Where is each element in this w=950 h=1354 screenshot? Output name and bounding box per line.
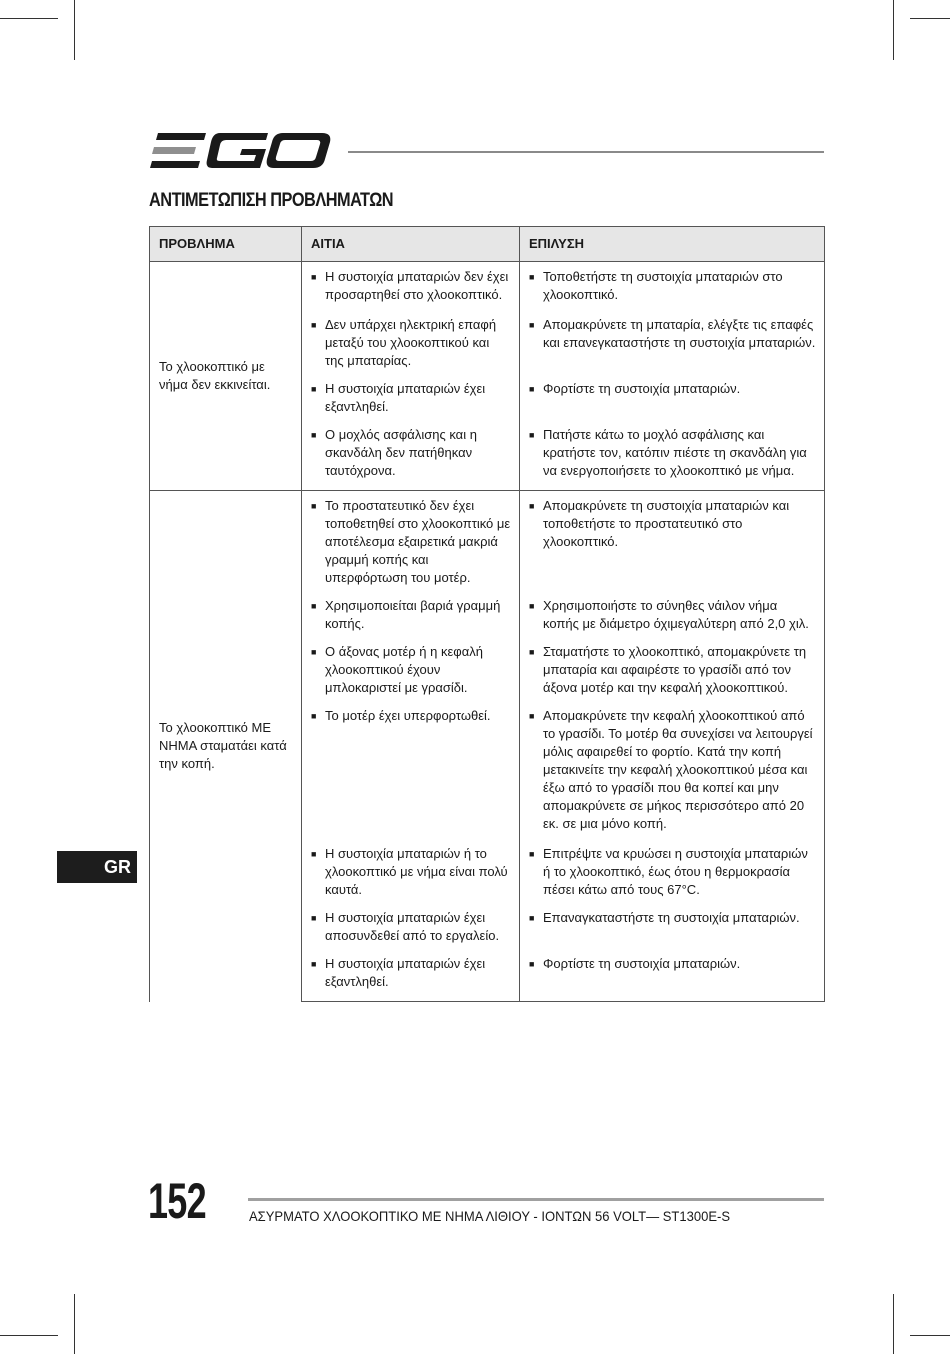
header-solution: ΕΠΙΛΥΣΗ (520, 227, 825, 262)
square-bullet-icon: ■ (311, 320, 317, 330)
cause-cell: ■ Η συστοιχία μπαταριών έχει εξαντληθεί. (302, 380, 520, 426)
crop-mark (893, 0, 894, 60)
solution-cell: ■ Επαναγκαταστήστε τη συστοιχία μπαταριών. (520, 909, 825, 955)
crop-mark (0, 18, 58, 19)
square-bullet-icon: ■ (529, 849, 535, 859)
solution-cell: ■ Πατήστε κάτω το μοχλό ασφάλισης και κρατήστε τον, κατόπιν πιέστε τη σκανδάλη για να ενεργοποιήσετε το χλοοκοπτικό με νήμα. (520, 426, 825, 491)
crop-mark (0, 1335, 58, 1336)
square-bullet-icon: ■ (311, 849, 317, 859)
footer-rule (248, 1198, 824, 1201)
crop-mark (910, 18, 950, 19)
square-bullet-icon: ■ (311, 601, 317, 611)
cause-cell: ■ Ο μοχλός ασφάλισης και η σκανδάλη δεν πατήθηκαν ταυτόχρονα. (302, 426, 520, 491)
square-bullet-icon: ■ (529, 647, 535, 657)
solution-cell: ■ Επιτρέψτε να κρυώσει η συστοιχία μπαταριών ή το χλοοκοπτικό, έως ότου η θερμοκρασία πέσει κάτω από τους 67°C. (520, 845, 825, 909)
square-bullet-icon: ■ (529, 501, 535, 511)
solution-cell: ■ Φορτίστε τη συστοιχία μπαταριών. (520, 380, 825, 426)
table-row (150, 262, 825, 317)
table-row (150, 491, 825, 598)
cause-cell: ■ Το προστατευτικό δεν έχει τοποθετηθεί στο χλοοκοπτικό με αποτέλεσμα εξαιρετικά μακριά γραμμή κοπής και υπερφόρτωση του μοτέρ. (302, 491, 520, 598)
solution-cell: ■ Απομακρύνετε τη συστοιχία μπαταριών και τοποθετήστε το προστατευτικό στο χλοοκοπτικό. (520, 491, 825, 598)
square-bullet-icon: ■ (529, 959, 535, 969)
solution-cell: ■ Χρησιμοποιήστε το σύνηθες νάιλον νήμα κοπής με διάμετρο όχιμεγαλύτερη από 2,0 χιλ. (520, 597, 825, 643)
square-bullet-icon: ■ (529, 913, 535, 923)
solution-cell: ■ Απομακρύνετε την κεφαλή χλοοκοπτικού από το γρασίδι. Το μοτέρ θα συνεχίσει να λειτουργεί μόλις αφαιρεθεί το φορτίο. Κατά την κοπή μετακινείτε την κεφαλή χλοοκοπτικού μέσα και έξω από το γρασίδι που θα κοπεί και μην απομακρύνετε σε μήκος περισσότερο από 20 εκ. σε μια μόνο κοπή. (520, 707, 825, 845)
solution-cell: ■ Τοποθετήστε τη συστοιχία μπαταριών στο χλοοκοπτικό. (520, 262, 825, 317)
page-number: 152 (148, 1173, 206, 1229)
square-bullet-icon: ■ (311, 430, 317, 440)
square-bullet-icon: ■ (311, 384, 317, 394)
square-bullet-icon: ■ (529, 601, 535, 611)
cause-cell: ■ Η συστοιχία μπαταριών ή το χλοοκοπτικό με νήμα είναι πολύ καυτά. (302, 845, 520, 909)
crop-mark (74, 0, 75, 60)
square-bullet-icon: ■ (529, 430, 535, 440)
square-bullet-icon: ■ (529, 711, 535, 721)
problem-cell: Το χλοοκοπτικό ΜΕ ΝΗΜΑ σταματάει κατά την κοπή. (150, 491, 302, 1002)
footer-text: ΑΣΥΡΜΑΤΟ ΧΛΟΟΚΟΠΤΙΚΟ ΜΕ ΝΗΜΑ ΛΙΘΙΟΥ - ΙΟΝΤΩΝ 56 VOLT— ST1300E-S (249, 1208, 731, 1224)
cause-cell: ■ Ο άξονας μοτέρ ή η κεφαλή χλοοκοπτικού έχουν μπλοκαριστεί με γρασίδι. (302, 643, 520, 707)
cause-cell: ■ Η συστοιχία μπαταριών έχει αποσυνδεθεί από το εργαλείο. (302, 909, 520, 955)
square-bullet-icon: ■ (529, 384, 535, 394)
cause-cell: ■ Η συστοιχία μπαταριών δεν έχει προσαρτηθεί στο χλοοκοπτικό. (302, 262, 520, 317)
solution-cell: ■ Απομακρύνετε τη μπαταρία, ελέγξτε τις επαφές και επανεγκαταστήστε τη συστοιχία μπαταριών. (520, 316, 825, 380)
header-problem: ΠΡΟΒΛΗΜΑ (150, 227, 302, 262)
crop-mark (74, 1294, 75, 1354)
square-bullet-icon: ■ (311, 501, 317, 511)
square-bullet-icon: ■ (529, 320, 535, 330)
cause-cell: ■ Το μοτέρ έχει υπερφορτωθεί. (302, 707, 520, 845)
table-header-row (150, 227, 825, 262)
square-bullet-icon: ■ (311, 647, 317, 657)
square-bullet-icon: ■ (311, 913, 317, 923)
crop-mark (893, 1294, 894, 1354)
problem-cell: Το χλοοκοπτικό με νήμα δεν εκκινείται. (150, 262, 302, 491)
square-bullet-icon: ■ (311, 959, 317, 969)
header-cause: ΑΙΤΙΑ (302, 227, 520, 262)
crop-mark (910, 1335, 950, 1336)
solution-cell: ■ Σταματήστε το χλοοκοπτικό, απομακρύνετε τη μπαταρία και αφαιρέστε το γρασίδι από τον άξονα μοτέρ και την κεφαλή χλοοκοπτικού. (520, 643, 825, 707)
cause-cell: ■ Χρησιμοποιείται βαριά γραμμή κοπής. (302, 597, 520, 643)
square-bullet-icon: ■ (311, 711, 317, 721)
ego-logo (150, 130, 332, 172)
solution-cell: ■ Φορτίστε τη συστοιχία μπαταριών. (520, 955, 825, 1002)
square-bullet-icon: ■ (529, 272, 535, 282)
header-rule (348, 151, 824, 153)
section-title: ΑΝΤΙΜΕΤΩΠΙΣΗ ΠΡΟΒΛΗΜΑΤΩΝ (149, 190, 394, 211)
cause-cell: ■ Η συστοιχία μπαταριών έχει εξαντληθεί. (302, 955, 520, 1002)
language-tab: GR (57, 851, 137, 883)
square-bullet-icon: ■ (311, 272, 317, 282)
troubleshooting-table (149, 226, 825, 1002)
cause-cell: ■ Δεν υπάρχει ηλεκτρική επαφή μεταξύ του χλοοκοπτικού και της μπαταρίας. (302, 316, 520, 380)
